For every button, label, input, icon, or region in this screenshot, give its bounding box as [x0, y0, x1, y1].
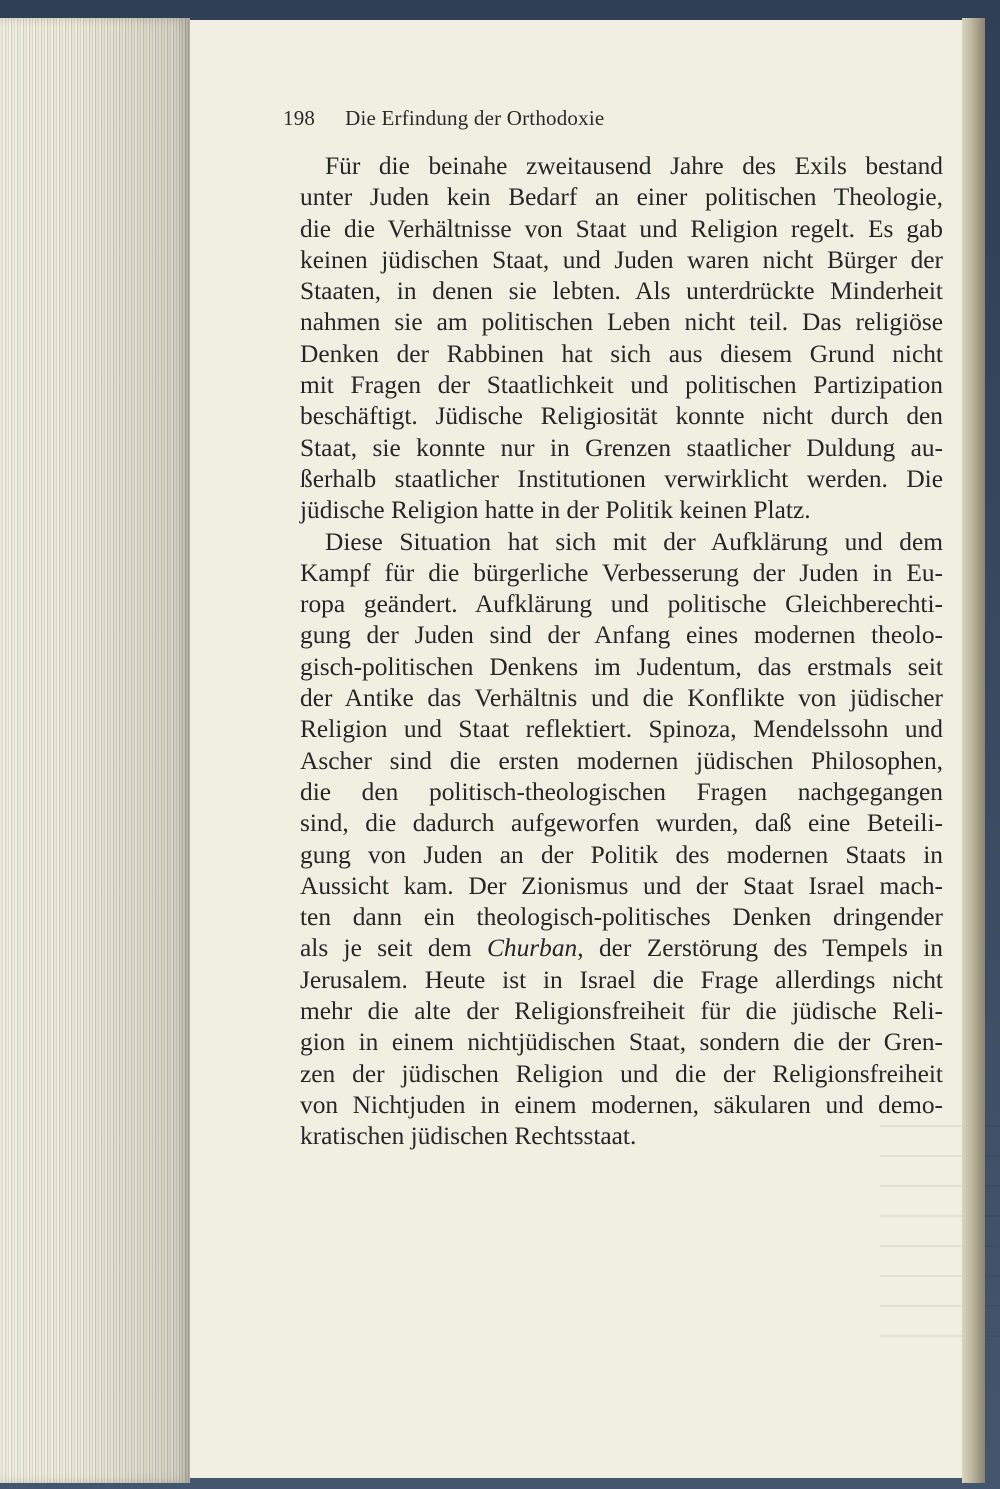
text-line: Staat, sie konnte nur in Grenzen staatlicher Duldung au-	[300, 433, 943, 462]
text-line: jüdische Religion hatte in der Politik keinen Platz.	[300, 496, 811, 525]
text-line: ßerhalb staatlicher Institutionen verwirklicht werden. Die	[300, 464, 943, 493]
text-line: von Nichtjuden in einem modernen, säkularen und demo-	[300, 1090, 943, 1119]
text-line: ropa geändert. Aufklärung und politische Gleichberechti-	[300, 590, 943, 619]
text-line: der Antike das Verhältnis und die Konflikte von jüdischer	[300, 684, 943, 713]
text-line: die die Verhältnisse von Staat und Religion regelt. Es gab	[300, 214, 943, 243]
running-header	[283, 106, 604, 136]
text-line: keinen jüdischen Staat, und Juden waren nicht Bürger der	[300, 245, 943, 274]
text-line: Für die beinahe zweitausend Jahre des Exils bestand	[325, 152, 943, 180]
page-edge-right	[962, 18, 985, 1483]
text-line: nahmen sie am politischen Leben nicht teil. Das religiöse	[300, 308, 943, 337]
page-stack-edge	[0, 18, 190, 1483]
text-line: gion in einem nichtjüdischen Staat, sondern die der Gren-	[300, 1028, 943, 1057]
text-line: gung von Juden an der Politik des modernen Staats in	[300, 840, 943, 869]
text-segment: als je seit dem	[300, 934, 487, 963]
paragraph-1	[300, 151, 943, 527]
text-line: Jerusalem. Heute ist in Israel die Frage allerdings nicht	[300, 965, 943, 994]
text-line: Denken der Rabbinen hat sich aus diesem Grund nicht	[300, 339, 943, 368]
text-line: gisch-politischen Denkens im Judentum, das erstmals seit	[300, 652, 943, 681]
body-text	[300, 151, 943, 1153]
text-line: Diese Situation hat sich mit der Aufklärung und dem	[325, 527, 943, 556]
text-line: gung der Juden sind der Anfang eines modernen theolo-	[300, 621, 943, 650]
text-line: zen der jüdischen Religion und die der Religionsfreiheit	[300, 1059, 943, 1088]
text-line: mehr die alte der Religionsfreiheit für die jüdische Reli-	[300, 997, 943, 1026]
paragraph-2	[300, 527, 943, 1153]
text-line: Aussicht kam. Der Zionismus und der Staat Israel mach-	[300, 871, 943, 900]
text-line: Staaten, in denen sie lebten. Als unterdrückte Minderheit	[300, 277, 943, 306]
text-line: unter Juden kein Bedarf an einer politischen Theologie,	[300, 183, 943, 212]
text-line: beschäftigt. Jüdische Religiosität konnte nicht durch den	[300, 402, 943, 431]
text-line: sind, die dadurch aufgeworfen wurden, daß eine Beteili-	[300, 809, 943, 838]
italic-term: Churban	[486, 934, 578, 963]
text-line: die den politisch-theologischen Fragen nachgegangen	[300, 777, 943, 806]
text-line: Ascher sind die ersten modernen jüdischen Philosophen,	[300, 746, 943, 775]
text-line-with-italic	[300, 933, 943, 964]
text-line: mit Fragen der Staatlichkeit und politischen Partizipation	[300, 371, 943, 400]
text-line: kratischen jüdischen Rechtsstaat.	[300, 1122, 637, 1151]
text-line: Kampf für die bürgerliche Verbesserung der Juden in Eu-	[300, 558, 943, 587]
page-number: 198	[283, 106, 316, 130]
text-line: ten dann ein theologisch-politisches Denken dringender	[300, 903, 943, 932]
text-segment: , der Zerstörung des Tempels in	[577, 934, 943, 963]
text-line: Religion und Staat reflektiert. Spinoza, Mendelssohn und	[300, 715, 943, 744]
running-title: Die Erfindung der Orthodoxie	[345, 106, 605, 130]
